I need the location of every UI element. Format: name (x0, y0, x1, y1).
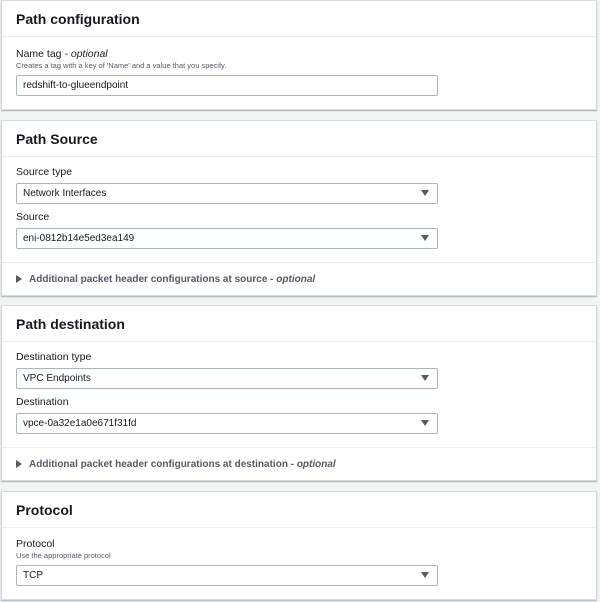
source-value: eni-0812b14e5ed3ea149 (23, 233, 135, 244)
destination-type-value: VPC Endpoints (23, 373, 91, 384)
protocol-description: Use the appropriate protocol (16, 551, 111, 560)
destination-select[interactable] (16, 413, 438, 434)
destination-label: Destination (16, 396, 69, 408)
chevron-down-icon (421, 572, 429, 578)
name-tag-input[interactable] (16, 75, 438, 96)
destination-value: vpce-0a32e1a0e671f31fd (23, 418, 137, 429)
caret-right-icon (16, 460, 22, 468)
path-source-panel (1, 120, 597, 296)
panel-title: Path configuration (16, 10, 140, 27)
destination-type-label: Destination type (16, 351, 92, 363)
destination-type-select[interactable] (16, 368, 438, 389)
panel-header (2, 492, 596, 528)
source-label: Source (16, 211, 50, 223)
chevron-down-icon (421, 235, 429, 241)
path-configuration-panel (1, 0, 597, 110)
caret-right-icon (16, 275, 22, 283)
protocol-select[interactable] (16, 565, 438, 586)
panel-header (2, 1, 596, 37)
destination-additional-config-expander[interactable]: Additional packet header configurations at destination - optional (2, 447, 596, 480)
protocol-label: Protocol (16, 538, 55, 550)
panel-title: Path destination (16, 315, 125, 332)
panel-title: Protocol (16, 501, 73, 518)
protocol-panel (1, 491, 597, 600)
chevron-down-icon (421, 420, 429, 426)
source-type-select[interactable] (16, 183, 438, 204)
name-tag-description: Creates a tag with a key of 'Name' and a value that you specify. (16, 61, 227, 70)
source-select[interactable] (16, 228, 438, 249)
source-type-label: Source type (16, 166, 73, 178)
name-tag-value: redshift-to-glueendpoint (23, 80, 129, 91)
panel-header (2, 306, 596, 342)
chevron-down-icon (421, 375, 429, 381)
chevron-down-icon (421, 190, 429, 196)
panel-header (2, 121, 596, 157)
source-type-value: Network Interfaces (23, 188, 107, 199)
protocol-value: TCP (23, 570, 43, 581)
name-tag-label: Name tag - optional (16, 48, 108, 60)
source-additional-config-expander[interactable]: Additional packet header configurations at source - optional (2, 262, 596, 295)
path-destination-panel (1, 305, 597, 481)
panel-title: Path Source (16, 130, 98, 147)
